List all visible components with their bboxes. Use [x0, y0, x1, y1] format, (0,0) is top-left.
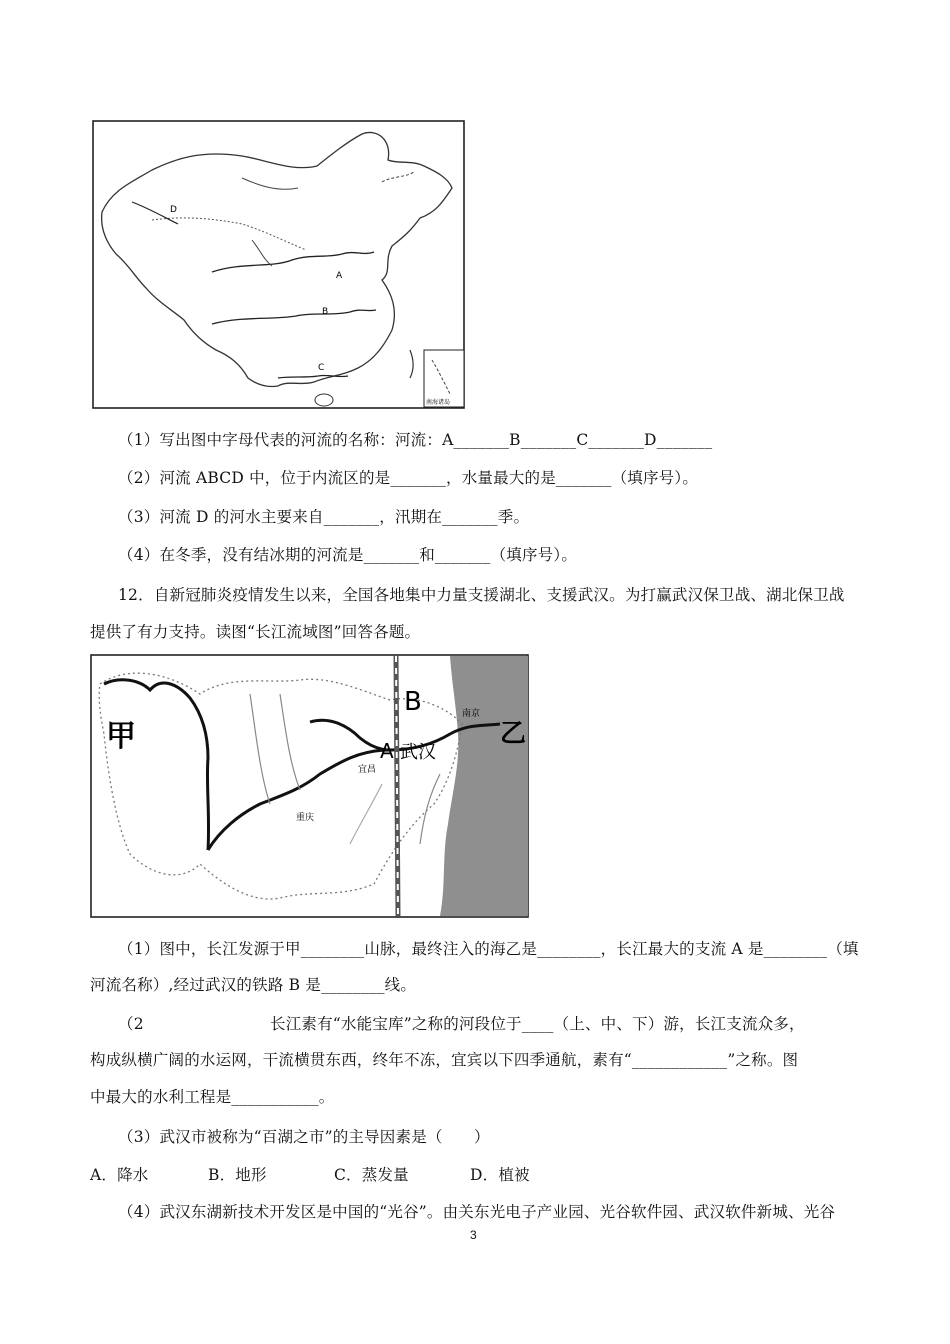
q11-part4: （4）在冬季，没有结冰期的河流是_______和_______（填序号）。	[118, 546, 578, 564]
q12-part2-line2: 构成纵横广阔的水运网，干流横贯东西，终年不冻，宜宾以下四季通航，素有“____________”之称。图	[90, 1051, 799, 1069]
q12-option-d: D．植被	[470, 1166, 530, 1184]
map1-label-b: B	[322, 307, 329, 317]
map2-label-yi: 乙	[500, 719, 527, 749]
china-river-map	[92, 120, 466, 410]
q12-option-c: C．蒸发量	[334, 1166, 409, 1184]
map1-label-d: D	[170, 205, 177, 215]
map2-label-nanjing: 南京	[462, 709, 481, 719]
map2-label-yichang: 宜昌	[358, 765, 377, 775]
q12-part2-line3: 中最大的水利工程是___________。	[90, 1088, 335, 1106]
map1-inset-label: 南海诸岛	[426, 399, 451, 406]
map2-label-a: A	[380, 739, 394, 763]
map1-label-a: A	[336, 271, 343, 281]
q12-part1-line1: （1）图中，长江发源于甲________山脉，最终注入的海乙是________，长江最大的支流 A 是________（填	[118, 940, 859, 958]
q12-part1-line2: 河流名称）,经过武汉的铁路 B 是________线。	[90, 976, 417, 994]
q12-option-a: A．降水	[90, 1166, 149, 1184]
map2-label-b: B	[404, 687, 422, 717]
q12-part2-number: （2	[118, 1015, 144, 1033]
map2-label-wuhan: 武汉	[400, 742, 436, 763]
q11-part1: （1）写出图中字母代表的河流的名称：河流：A_______B_______C_______D_______	[118, 431, 713, 449]
q11-part3: （3）河流 D 的河水主要来自_______，汛期在_______季。	[118, 508, 530, 526]
q12-part2-line1: 长江素有“水能宝库”之称的河段位于____（上、中、下）游，长江支流众多，	[270, 1015, 805, 1033]
q12-option-b: B．地形	[208, 1166, 267, 1184]
map2-label-jia: 甲	[106, 719, 136, 754]
q12-intro-line1: 12．自新冠肺炎疫情发生以来，全国各地集中力量支援湖北、支援武汉。为打赢武汉保卫战、湖北保卫战	[118, 586, 845, 604]
q11-part2: （2）河流 ABCD 中，位于内流区的是_______，水量最大的是_______（填序号）。	[118, 469, 699, 487]
map1-label-c: C	[318, 363, 325, 373]
q12-part4: （4）武汉东湖新技术开发区是中国的“光谷”。由关东光电子产业园、光谷软件园、武汉软件新城、光谷	[118, 1203, 836, 1221]
q12-intro-line2: 提供了有力支持。读图“长江流域图”回答各题。	[90, 623, 421, 641]
page-number: 3	[470, 1228, 477, 1242]
yangtze-basin-map	[90, 654, 530, 919]
map2-label-chongqing: 重庆	[296, 813, 315, 823]
q12-part3: （3）武汉市被称为“百湖之市”的主导因素是（ ）	[118, 1128, 490, 1146]
